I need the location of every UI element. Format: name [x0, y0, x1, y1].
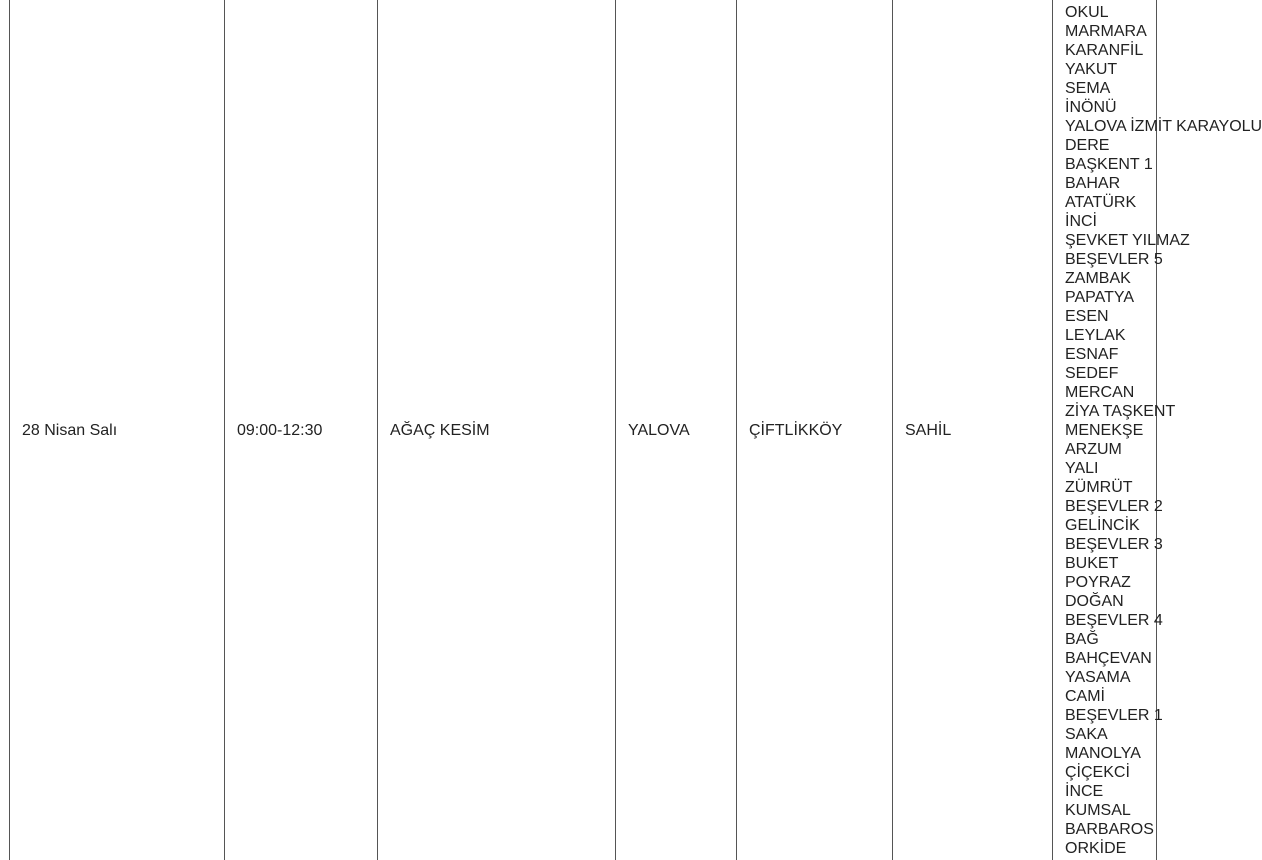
streets-cell [1053, 0, 1262, 860]
street-item: GELİNCİK [1065, 516, 1140, 534]
street-item: ORKİDE [1065, 839, 1127, 857]
street-item: BARBAROS [1065, 820, 1154, 838]
time-cell: 09:00-12:30 [225, 0, 378, 860]
street-item: BEŞEVLER 1 [1065, 706, 1163, 724]
street-list [1065, 3, 1262, 858]
street-item: MERCAN [1065, 383, 1135, 401]
street-item: SAKA [1065, 725, 1108, 743]
street-item: BEŞEVLER 4 [1065, 611, 1163, 629]
city-cell: YALOVA [616, 0, 737, 860]
street-item: MARMARA [1065, 22, 1147, 40]
street-item: İNCİ [1065, 212, 1097, 230]
street-item: İNCE [1065, 782, 1104, 800]
street-item: POYRAZ [1065, 573, 1131, 591]
street-item: ZİYA TAŞKENT [1065, 402, 1176, 420]
street-item: SEDEF [1065, 364, 1119, 382]
street-item: DOĞAN [1065, 592, 1124, 610]
street-item: BEŞEVLER 3 [1065, 535, 1163, 553]
street-item: BAĞ [1065, 630, 1099, 648]
street-item: BEŞEVLER 2 [1065, 497, 1163, 515]
street-item: SEMA [1065, 79, 1111, 97]
street-item: MANOLYA [1065, 744, 1141, 762]
street-item: YALOVA İZMİT KARAYOLU [1065, 117, 1262, 135]
street-item: KUMSAL [1065, 801, 1131, 819]
street-item: ZÜMRÜT [1065, 478, 1133, 496]
street-item: CAMİ [1065, 687, 1105, 705]
street-item: BAHAR [1065, 174, 1121, 192]
street-item: OKUL [1065, 3, 1109, 21]
street-item: LEYLAK [1065, 326, 1126, 344]
street-item: KARANFİL [1065, 41, 1144, 59]
district-cell: ÇİFTLİKKÖY [737, 0, 893, 860]
street-item: BAHÇEVAN [1065, 649, 1152, 667]
street-item: ESEN [1065, 307, 1109, 325]
street-item: DERE [1065, 136, 1110, 154]
street-item: ESNAF [1065, 345, 1119, 363]
street-item: ATATÜRK [1065, 193, 1137, 211]
outage-table-container [9, 0, 1262, 860]
street-item: BAŞKENT 1 [1065, 155, 1153, 173]
outage-table [9, 0, 1262, 860]
street-item: YALI [1065, 459, 1099, 477]
street-item: YAKUT [1065, 60, 1118, 78]
street-item: BEŞEVLER 5 [1065, 250, 1163, 268]
street-item: YASAMA [1065, 668, 1131, 686]
street-item: ÇİÇEKCİ [1065, 763, 1130, 781]
street-item: ŞEVKET YILMAZ [1065, 231, 1190, 249]
date-cell: 28 Nisan Salı [10, 0, 225, 860]
street-item: MENEKŞE [1065, 421, 1144, 439]
street-item: ZAMBAK [1065, 269, 1131, 287]
street-item: ARZUM [1065, 440, 1122, 458]
street-item: BUKET [1065, 554, 1119, 572]
street-item: İNÖNÜ [1065, 98, 1117, 116]
neighborhood-cell: SAHİL [893, 0, 1053, 860]
table-row [10, 0, 1157, 860]
reason-cell: AĞAÇ KESİM [378, 0, 616, 860]
street-item: PAPATYA [1065, 288, 1135, 306]
